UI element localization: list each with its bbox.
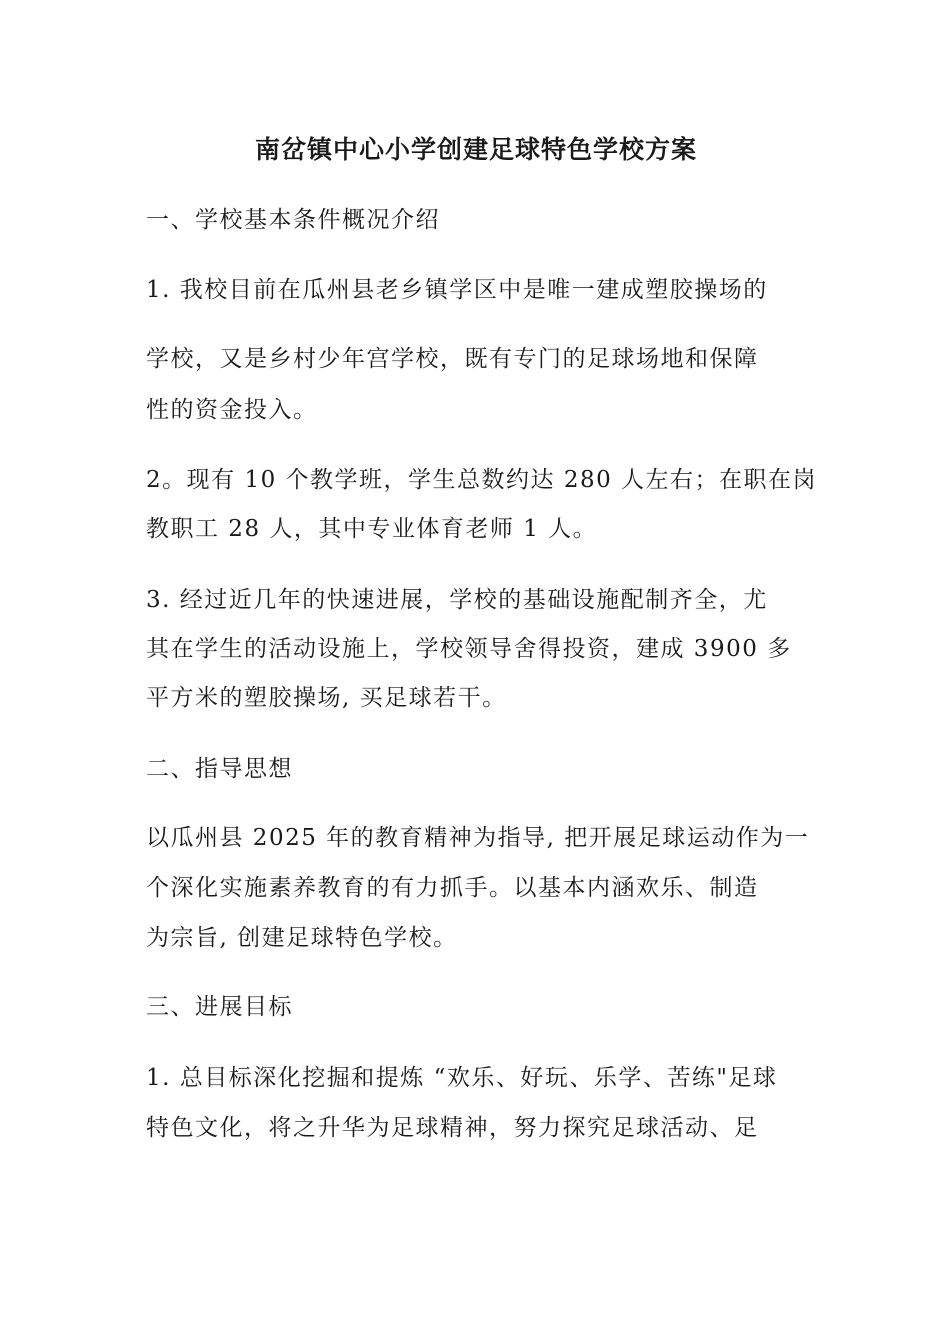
paragraph-line: 个深化实施素养教育的有力抓手。以基本内涵欢乐、制造 <box>146 875 759 901</box>
paragraph-line: 2。现有 10 个教学班，学生总数约达 280 人左右；在职在岗 <box>146 467 818 493</box>
paragraph-line: 1. 总目标深化挖掘和提炼 “欢乐、好玩、乐学、苦练"足球 <box>146 1065 778 1091</box>
section-heading-2: 二、指导思想 <box>146 756 293 782</box>
paragraph-line: 为宗旨, 创建足球特色学校。 <box>146 925 458 951</box>
paragraph-line: 1. 我校目前在瓜州县老乡镇学区中是唯一建成塑胶操场的 <box>146 277 768 303</box>
paragraph-line: 以瓜州县 2025 年的教育精神为指导, 把开展足球运动作为一 <box>146 825 810 851</box>
document-title: 南岔镇中心小学创建足球特色学校方案 <box>254 135 697 164</box>
section-heading-1: 一、学校基本条件概况介绍 <box>146 207 440 233</box>
paragraph-line: 学校，又是乡村少年宫学校，既有专门的足球场地和保障 <box>146 346 759 372</box>
section-heading-3: 三、进展目标 <box>146 994 293 1020</box>
paragraph-line: 性的资金投入。 <box>146 397 318 423</box>
paragraph-line: 3. 经过近几年的快速进展，学校的基础设施配制齐全，尤 <box>146 587 768 613</box>
paragraph-line: 特色文化，将之升华为足球精神，努力探究足球活动、足 <box>146 1115 759 1141</box>
paragraph-line: 其在学生的活动设施上，学校领导舍得投资，建成 3900 多 <box>146 636 792 662</box>
paragraph-line: 平方米的塑胶操场, 买足球若干。 <box>146 685 507 711</box>
paragraph-line: 教职工 28 人，其中专业体育老师 1 人。 <box>146 516 598 542</box>
